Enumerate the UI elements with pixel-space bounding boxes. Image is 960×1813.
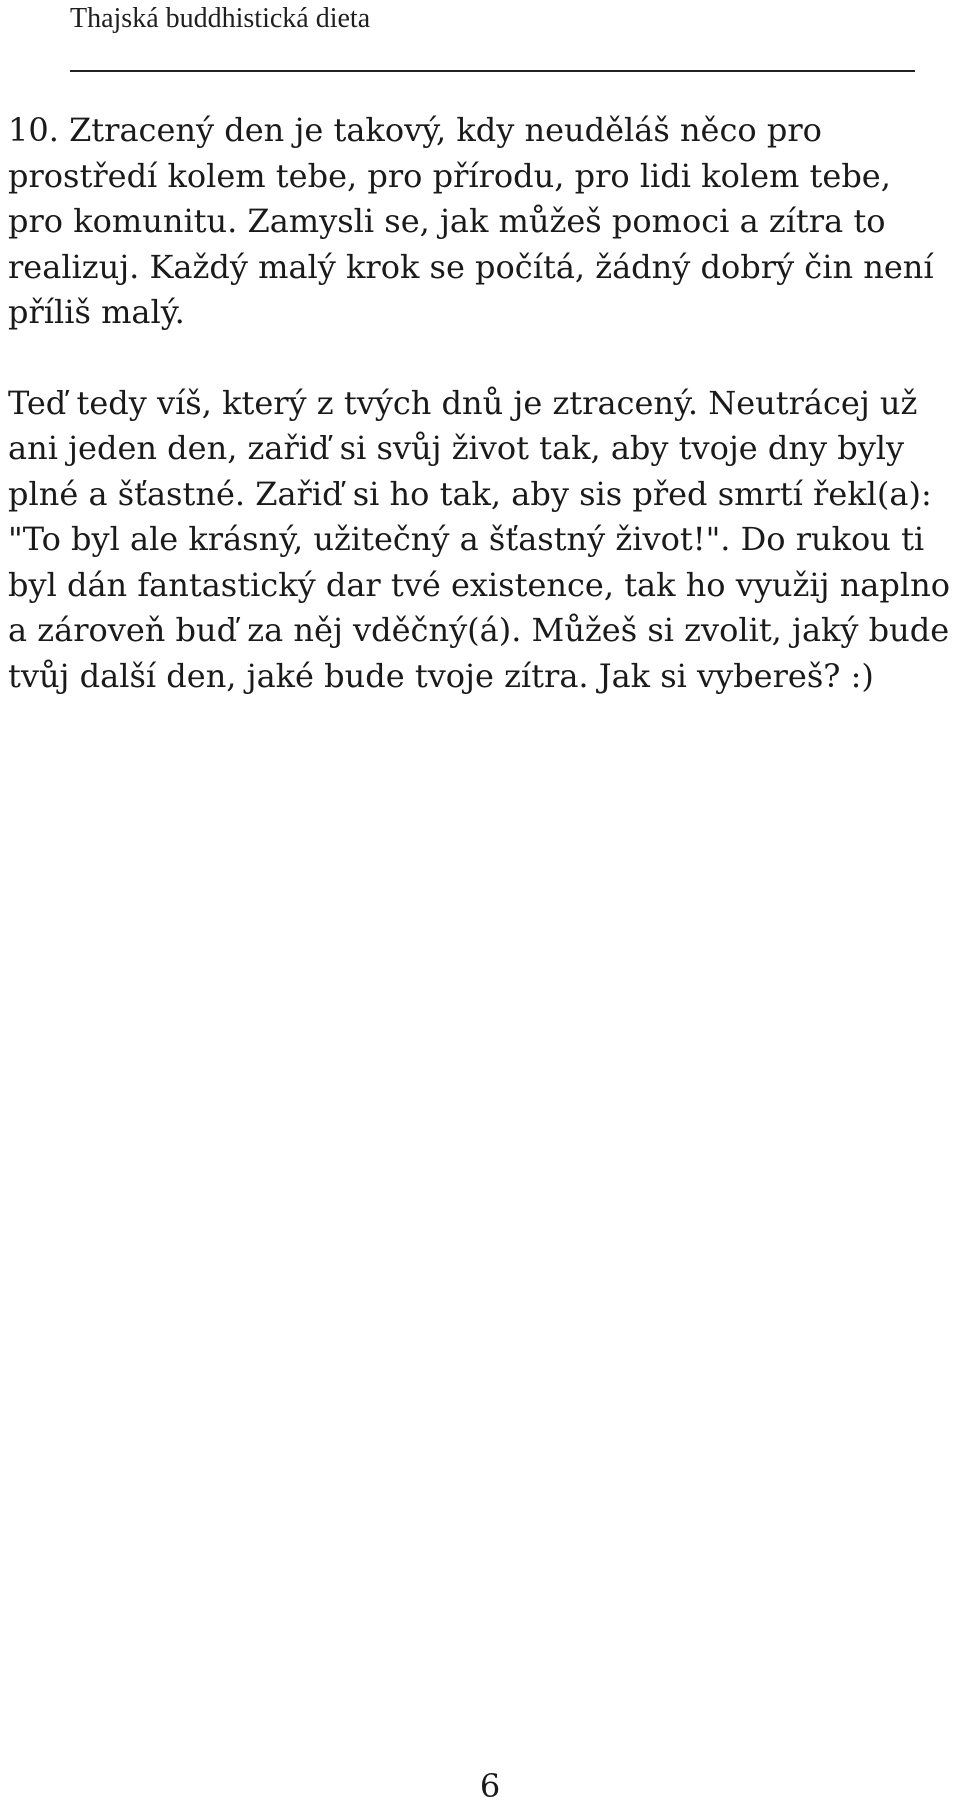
page-header <box>70 0 915 72</box>
running-header-title: Thajská buddhistická dieta <box>70 3 371 34</box>
page-content <box>8 108 953 699</box>
page-number: 6 <box>479 1767 501 1805</box>
paragraph-lost-day-tip: 10. Ztracený den je takový, kdy neuděláš něco pro prostředí kolem tebe, pro přírodu, pro lidi kolem tebe, pro komunitu. Zamysli se, jak můžeš pomoci a zítra to realizuj. Každý malý krok se počítá, žádný dobrý čin není příliš malý. <box>8 111 934 331</box>
paragraph-conclusion: Teď tedy víš, který z tvých dnů je ztracený. Neutrácej už ani jeden den, zařiď si svůj život tak, aby tvoje dny byly plné a šťastné. Zařiď si ho tak, aby sis před smrtí řekl(a): "To byl ale krásný, užitečný a šťastný život!". Do rukou ti byl dán fantastický dar tvé existence, tak ho využij naplno a zároveň buď za něj vděčný(á). Můžeš si zvolit, jaký bude tvůj další den, jaké bude tvoje zítra. Jak si vybereš? :) <box>8 383 950 695</box>
